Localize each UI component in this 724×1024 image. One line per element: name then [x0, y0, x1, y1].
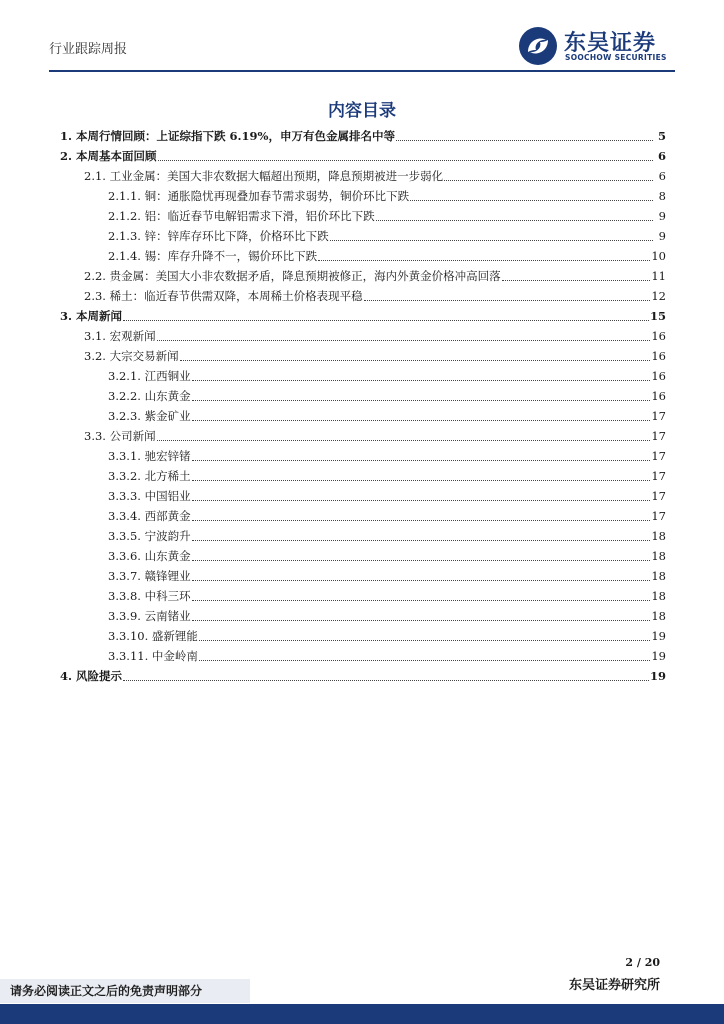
toc-entry-label: 1. 本周行情回顾：上证综指下跌 6.19%，申万有色金属排名中等: [60, 129, 395, 143]
toc-entry-label: 2.1. 工业金属：美国大非农数据大幅超出预期，降息预期被进一步弱化: [84, 169, 444, 183]
footer-disclaimer: 请务必阅读正文之后的免责声明部分: [0, 979, 250, 1003]
toc-entry-label: 3.3.5. 宁波韵升: [108, 529, 191, 543]
toc-entry-page: 19: [651, 629, 666, 643]
toc-leader-dots: [192, 580, 651, 601]
table-of-contents: [60, 126, 666, 686]
toc-entry-page: 19: [651, 649, 666, 663]
toc-leader-dots: [199, 620, 650, 641]
toc-entry-label: 2.1.3. 锌：锌库存环比下降，价格环比下跌: [108, 229, 329, 243]
toc-leader-dots: [199, 640, 650, 661]
toc-leader-dots: [192, 600, 651, 621]
toc-entry-label: 2.1.2. 铝：临近春节电解铝需求下滑，铝价环比下跌: [108, 209, 375, 223]
toc-leader-dots: [192, 440, 651, 461]
toc-title: 内容目录: [328, 101, 396, 121]
toc-leader-dots: [410, 180, 653, 201]
footer-band: [0, 1004, 724, 1024]
toc-leader-dots: [396, 120, 653, 141]
toc-entry[interactable]: [60, 666, 666, 686]
toc-entry-page: 16: [651, 349, 666, 363]
toc-entry-page: 17: [651, 409, 666, 423]
logo-swirl-icon: [518, 26, 558, 66]
company-logo: [518, 26, 678, 66]
toc-leader-dots: [192, 360, 651, 381]
toc-entry-page: 9: [658, 229, 666, 243]
toc-leader-dots: [123, 300, 649, 321]
toc-leader-dots: [330, 220, 653, 241]
toc-entry-page: 18: [651, 609, 666, 623]
toc-entry-label: 2.2. 贵金属：美国大小非农数据矛盾，降息预期被修正，海内外黄金价格冲高回落: [84, 269, 501, 283]
toc-entry-label: 2.1.1. 铜：通胀隐忧再现叠加春节需求弱势，铜价环比下跌: [108, 189, 410, 203]
toc-leader-dots: [158, 140, 653, 161]
header-divider: [49, 70, 675, 72]
toc-entry-page: 9: [658, 209, 666, 223]
toc-entry-page: 10: [651, 249, 666, 263]
toc-entry-label: 3.2.3. 紫金矿业: [108, 409, 191, 423]
toc-entry-label: 3.3.11. 中金岭南: [108, 649, 198, 663]
toc-leader-dots: [192, 480, 651, 501]
toc-entry-page: 17: [651, 449, 666, 463]
toc-entry-page: 6: [658, 169, 666, 183]
toc-leader-dots: [123, 660, 649, 681]
toc-leader-dots: [318, 240, 650, 261]
toc-entry-label: 3.3.6. 山东黄金: [108, 549, 191, 563]
toc-entry-page: 18: [651, 529, 666, 543]
toc-entry-page: 11: [651, 269, 666, 283]
page-number: 2 / 20: [625, 956, 660, 969]
logo-chinese-name: 东吴证券: [564, 31, 657, 56]
toc-entry-page: 16: [651, 369, 666, 383]
toc-entry-page: 17: [651, 489, 666, 503]
toc-entry-page: 15: [649, 309, 666, 323]
toc-entry-page: 17: [651, 509, 666, 523]
toc-entry-page: 17: [651, 469, 666, 483]
toc-entry-label: 3.3.8. 中科三环: [108, 589, 191, 603]
toc-entry-page: 17: [651, 429, 666, 443]
toc-leader-dots: [444, 160, 653, 181]
toc-leader-dots: [364, 280, 651, 301]
toc-entry-label: 3.3.7. 赣锋锂业: [108, 569, 191, 583]
toc-leader-dots: [157, 320, 651, 341]
toc-entry-label: 3.3.4. 西部黄金: [108, 509, 191, 523]
toc-entry-label: 2.1.4. 锡：库存升降不一，锡价环比下跌: [108, 249, 318, 263]
toc-entry-page: 12: [651, 289, 666, 303]
toc-leader-dots: [157, 420, 651, 441]
toc-leader-dots: [192, 500, 651, 521]
toc-leader-dots: [192, 460, 651, 481]
toc-entry-label: 3.2.2. 山东黄金: [108, 389, 191, 403]
toc-leader-dots: [192, 560, 651, 581]
toc-entry-label: 3.3.2. 北方稀土: [108, 469, 191, 483]
report-type-label: 行业跟踪周报: [49, 42, 128, 57]
footer-institute: 东吴证券研究所: [568, 978, 660, 993]
toc-entry-label: 3.2. 大宗交易新闻: [84, 349, 179, 363]
toc-entry-page: 5: [657, 129, 666, 143]
toc-entry-page: 18: [651, 589, 666, 603]
toc-entry-label: 3.3.1. 驰宏锌锗: [108, 449, 191, 463]
toc-leader-dots: [192, 380, 651, 401]
toc-entry-page: 18: [651, 569, 666, 583]
toc-entry-label: 3.3.9. 云南锗业: [108, 609, 191, 623]
toc-entry-page: 18: [651, 549, 666, 563]
toc-entry-label: 4. 风险提示: [60, 669, 123, 683]
toc-entry-label: 3. 本周新闻: [60, 309, 123, 323]
toc-entry-page: 6: [657, 149, 666, 163]
toc-entry-page: 19: [649, 669, 666, 683]
toc-entry-label: 3.2.1. 江西铜业: [108, 369, 191, 383]
toc-entry-page: 16: [651, 389, 666, 403]
toc-leader-dots: [376, 200, 653, 221]
toc-entry-page: 8: [658, 189, 666, 203]
toc-entry-page: 16: [651, 329, 666, 343]
toc-entry-label: 2.3. 稀土：临近春节供需双降，本周稀土价格表现平稳: [84, 289, 363, 303]
toc-entry-label: 3.3.10. 盛新锂能: [108, 629, 198, 643]
toc-entry-label: 3.3. 公司新闻: [84, 429, 156, 443]
toc-leader-dots: [192, 540, 651, 561]
toc-entry-label: 3.1. 宏观新闻: [84, 329, 156, 343]
toc-entry-label: 2. 本周基本面回顾: [60, 149, 157, 163]
toc-leader-dots: [180, 340, 651, 361]
toc-leader-dots: [502, 260, 651, 281]
toc-leader-dots: [192, 400, 651, 421]
toc-entry-label: 3.3.3. 中国铝业: [108, 489, 191, 503]
logo-english-name: SOOCHOW SECURITIES: [565, 53, 667, 62]
toc-leader-dots: [192, 520, 651, 541]
